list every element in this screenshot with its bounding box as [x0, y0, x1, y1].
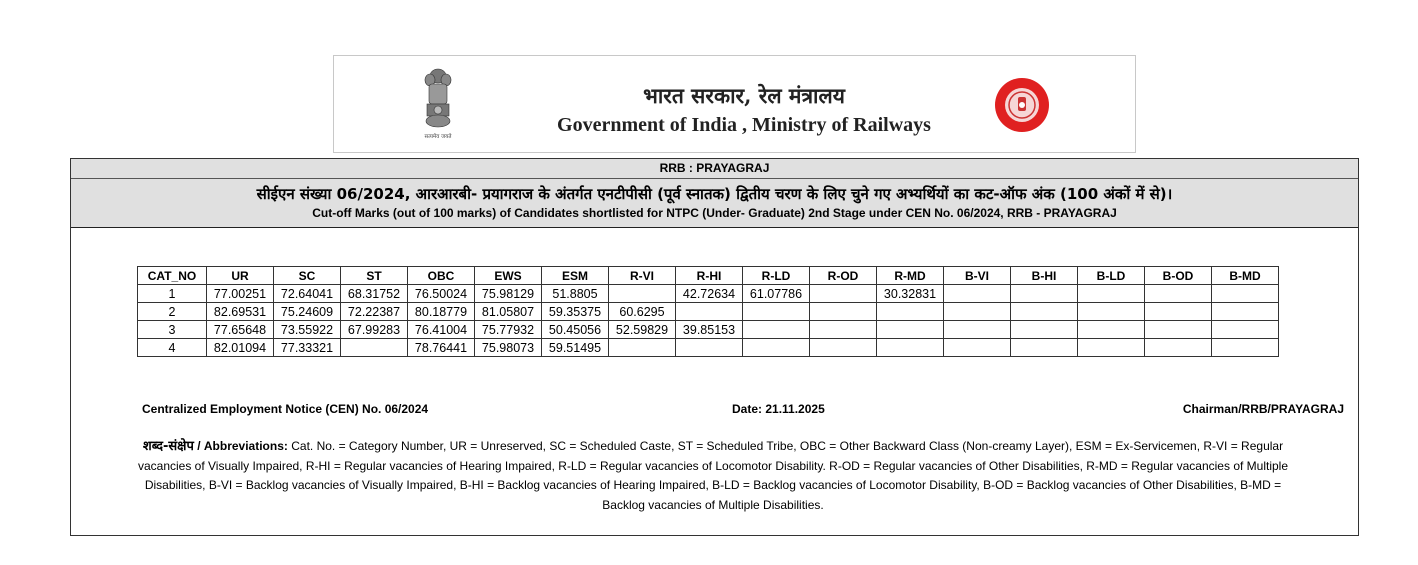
- table-cell: 2: [138, 303, 207, 321]
- table-cell: [877, 303, 944, 321]
- table-cell: [1011, 321, 1078, 339]
- table-cell: 60.6295: [609, 303, 676, 321]
- table-cell: 82.69531: [207, 303, 274, 321]
- table-cell: 4: [138, 339, 207, 357]
- table-row: [138, 321, 1279, 339]
- table-cell: 1: [138, 285, 207, 303]
- table-cell: 77.65648: [207, 321, 274, 339]
- column-header: R-VI: [609, 267, 676, 285]
- notice-title: [71, 179, 1358, 228]
- column-header: OBC: [408, 267, 475, 285]
- table-cell: 75.98129: [475, 285, 542, 303]
- table-cell: 75.24609: [274, 303, 341, 321]
- table-cell: 52.59829: [609, 321, 676, 339]
- table-row: [138, 339, 1279, 357]
- table-cell: [1078, 303, 1145, 321]
- column-header: ST: [341, 267, 408, 285]
- column-header: SC: [274, 267, 341, 285]
- table-cell: [944, 303, 1011, 321]
- table-cell: [743, 303, 810, 321]
- table-cell: 68.31752: [341, 285, 408, 303]
- table-cell: [743, 321, 810, 339]
- national-emblem-icon: [420, 66, 456, 144]
- table-cell: 50.45056: [542, 321, 609, 339]
- table-cell: [1145, 285, 1212, 303]
- table-cell: [1212, 285, 1279, 303]
- notice-frame: [70, 158, 1359, 536]
- table-cell: 80.18779: [408, 303, 475, 321]
- table-cell: [1011, 285, 1078, 303]
- column-header: CAT_NO: [138, 267, 207, 285]
- table-cell: [1078, 285, 1145, 303]
- table-cell: [944, 321, 1011, 339]
- column-header: EWS: [475, 267, 542, 285]
- table-cell: 76.41004: [408, 321, 475, 339]
- table-cell: [810, 303, 877, 321]
- notice-date: Date: 21.11.2025: [732, 402, 825, 416]
- table-cell: 51.8805: [542, 285, 609, 303]
- notice-title-hindi: सीईएन संख्या 06/2024, आरआरबी- प्रयागराज के अंतर्गत एनटीपीसी (पूर्व स्नातक) द्वितीय चरण के लिए चुने गए अभ्यर्थियों का कट-ऑफ अंक (100 अंकों में से)।: [256, 185, 1173, 203]
- column-header: R-OD: [810, 267, 877, 285]
- table-cell: [341, 339, 408, 357]
- abbreviations: [133, 437, 1293, 515]
- abbreviations-text: Cat. No. = Category Number, UR = Unreserved, SC = Scheduled Caste, ST = Scheduled Tribe, OBC = Other Backward Class (Non-creamy Layer), ESM = Ex-Servicemen, R-VI = Regular vacancies of Visually Impaired, R-HI = Regular vacancies of Hearing Impaired, R-LD = Regular vacancies of Locomotor Disability. R-OD = Regular vacancies of Other Disabilities, R-MD = Regular vacancies of Multiple Disabilities, B-VI = Backlog vacancies of Visually Impaired, B-HI = Backlog vacancies of Hearing Impaired, B-LD = Backlog vacancies of Locomotor Disability, B-OD = Backlog vacancies of Other Disabilities, B-MD = Backlog vacancies of Multiple Disabilities.: [137, 439, 1289, 512]
- column-header: B-VI: [944, 267, 1011, 285]
- table-cell: 75.77932: [475, 321, 542, 339]
- table-cell: [1078, 321, 1145, 339]
- table-cell: 72.22387: [341, 303, 408, 321]
- table-cell: 67.99283: [341, 321, 408, 339]
- table-row: [138, 303, 1279, 321]
- column-header: R-HI: [676, 267, 743, 285]
- table-row: [138, 285, 1279, 303]
- table-cell: [1145, 303, 1212, 321]
- column-header: B-MD: [1212, 267, 1279, 285]
- table-cell: [1011, 339, 1078, 357]
- table-cell: [1212, 339, 1279, 357]
- table-cell: [1212, 321, 1279, 339]
- table-cell: [1145, 339, 1212, 357]
- table-cell: [1078, 339, 1145, 357]
- table-cell: 3: [138, 321, 207, 339]
- indian-railways-logo-icon: [994, 77, 1050, 133]
- table-cell: [810, 339, 877, 357]
- column-header: B-LD: [1078, 267, 1145, 285]
- table-cell: 61.07786: [743, 285, 810, 303]
- table-cell: 72.64041: [274, 285, 341, 303]
- ministry-title-hindi: भारत सरकार, रेल मंत्रालय: [643, 83, 845, 108]
- table-cell: [609, 285, 676, 303]
- table-cell: 39.85153: [676, 321, 743, 339]
- column-header: UR: [207, 267, 274, 285]
- table-cell: [609, 339, 676, 357]
- cutoff-table: [137, 266, 1279, 357]
- emblem-caption: सत्यमेव जयते: [424, 134, 452, 140]
- table-cell: [944, 285, 1011, 303]
- table-cell: 59.35375: [542, 303, 609, 321]
- table-cell: 78.76441: [408, 339, 475, 357]
- table-cell: 59.51495: [542, 339, 609, 357]
- abbreviations-label-hindi: शब्द-संक्षेप: [142, 439, 194, 454]
- table-cell: [810, 285, 877, 303]
- table-cell: [1011, 303, 1078, 321]
- table-cell: 30.32831: [877, 285, 944, 303]
- table-cell: 42.72634: [676, 285, 743, 303]
- column-header: B-OD: [1145, 267, 1212, 285]
- abbreviations-label-english: / Abbreviations:: [193, 439, 288, 453]
- letterhead: [333, 55, 1136, 153]
- column-header: R-MD: [877, 267, 944, 285]
- ministry-title-english: Government of India , Ministry of Railways: [557, 114, 931, 136]
- table-cell: 77.00251: [207, 285, 274, 303]
- table-cell: 75.98073: [475, 339, 542, 357]
- table-cell: [810, 321, 877, 339]
- table-cell: [743, 339, 810, 357]
- table-cell: [676, 303, 743, 321]
- table-cell: [676, 339, 743, 357]
- table-cell: 76.50024: [408, 285, 475, 303]
- table-cell: [944, 339, 1011, 357]
- cen-number: Centralized Employment Notice (CEN) No. 06/2024: [142, 402, 429, 416]
- notice-title-english: Cut-off Marks (out of 100 marks) of Candidates shortlisted for NTPC (Under- Graduate) 2nd Stage under CEN No. 06/2024, RRB - PRAYAGRAJ: [312, 206, 1117, 220]
- rrb-heading: RRB : PRAYAGRAJ: [71, 159, 1358, 179]
- table-cell: 73.55922: [274, 321, 341, 339]
- column-header: B-HI: [1011, 267, 1078, 285]
- table-header-row: [138, 267, 1279, 285]
- signatory: Chairman/RRB/PRAYAGRAJ: [1182, 402, 1344, 416]
- table-cell: 77.33321: [274, 339, 341, 357]
- table-cell: [1145, 321, 1212, 339]
- table-cell: [877, 321, 944, 339]
- column-header: ESM: [542, 267, 609, 285]
- table-cell: 82.01094: [207, 339, 274, 357]
- table-cell: 81.05807: [475, 303, 542, 321]
- column-header: R-LD: [743, 267, 810, 285]
- table-cell: [1212, 303, 1279, 321]
- table-cell: [877, 339, 944, 357]
